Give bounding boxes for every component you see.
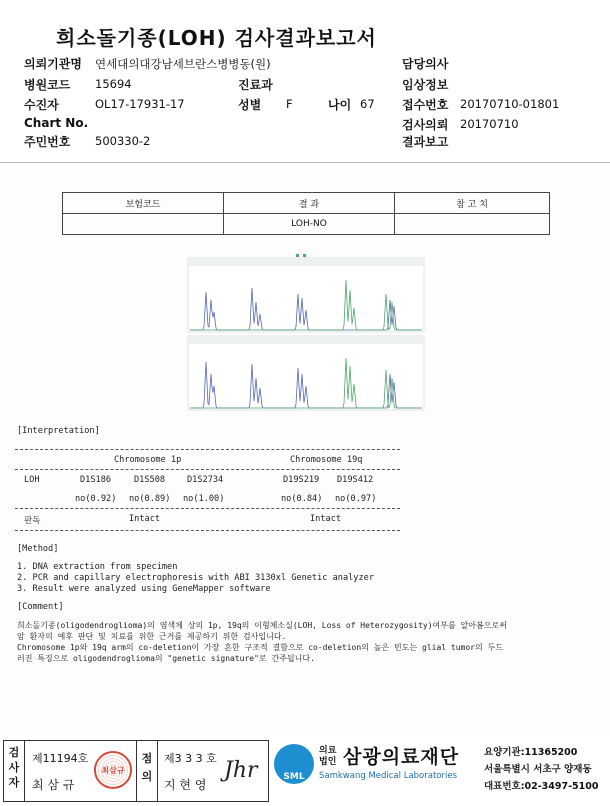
- comment-line-2: 암 환자의 예후 판단 및 치료를 위한 근거를 제공하기 위한 검사입니다.: [17, 632, 287, 641]
- interp-rule-mid: [15, 469, 400, 470]
- field-value-hospital-code: 15694: [95, 77, 132, 91]
- org-address: 서울특별시 서초구 양재동: [484, 764, 592, 775]
- comment-line-4: 러진 특징으로 oligodendroglioma의 "genetic signature"로 간주됩니다.: [17, 654, 315, 663]
- interp-marker-d19s412: D19S412: [337, 475, 374, 485]
- reviewer-label-2: 의: [141, 770, 153, 783]
- field-label-institution: 의뢰기관명: [24, 57, 82, 71]
- field-label-sex: 성별: [238, 98, 262, 112]
- field-value-age: 67: [360, 97, 375, 111]
- institution-code: 요양기관:11365200: [484, 747, 578, 758]
- org-type-2: 법인: [319, 757, 337, 767]
- report-title: 희소돌기종(LOH) 검사결과보고서: [56, 26, 377, 50]
- field-label-department: 진료과: [238, 78, 273, 92]
- field-label-hospital-code: 병원코드: [24, 78, 71, 92]
- ref-header-result: 결 과: [224, 193, 395, 214]
- interp-value-d19s219: no(0.84): [281, 494, 323, 504]
- field-value-resident-no: 500330-2: [95, 134, 151, 148]
- field-label-chart-no: Chart No.: [24, 116, 89, 130]
- interp-judgement-label: 판독: [24, 516, 41, 526]
- interp-rule-low: [15, 508, 400, 509]
- comment-heading: [Comment]: [17, 602, 64, 612]
- org-name: 삼광의료재단: [343, 746, 460, 768]
- interp-marker-d1s186: D1S186: [80, 475, 112, 485]
- reference-table: [62, 192, 550, 235]
- comment-line-1: 희소돌기종(oligodendroglioma)의 염색체 상의 1p, 19q의 이형체소실(LOH, Loss of Heterozygosity)여부를 알아봄으로써: [17, 621, 507, 630]
- org-phone: 대표번호:02-3497-5100: [484, 781, 599, 792]
- comment-line-3: Chromosome 1p와 19q arm의 co-deletion이 가장 흔한 구조적 결함으로 co-deletion의 높은 빈도는 glial tumor의 두드: [17, 643, 503, 652]
- interp-marker-d19s219: D19S219: [283, 475, 320, 485]
- interp-judgement-1p: Intact: [129, 514, 161, 524]
- org-type-1: 의료: [319, 746, 337, 756]
- method-line-1: 1. DNA extraction from specimen: [17, 562, 178, 572]
- field-value-receipt-no: 20170710-01801: [460, 97, 560, 111]
- field-label-receipt-no: 접수번호: [402, 98, 449, 112]
- field-label-age: 나이: [328, 98, 352, 112]
- ref-header-reference: 참 고 치: [395, 193, 550, 214]
- interp-rule-top: [15, 449, 400, 450]
- inspector-label-2: 사: [8, 761, 20, 774]
- interp-judgement-19q: Intact: [310, 514, 342, 524]
- interp-marker-d1s2734: D1S2734: [187, 475, 224, 485]
- interp-loh-label: LOH: [24, 475, 40, 485]
- field-label-patient: 수진자: [24, 98, 59, 112]
- field-value-request-date: 20170710: [460, 117, 519, 131]
- inspector-name: 최 삼 규: [32, 778, 75, 792]
- field-label-clinical-info: 임상정보: [402, 78, 449, 92]
- reviewer-label-1: 점: [141, 752, 153, 765]
- ref-cell-insurance-code: [63, 214, 224, 235]
- interp-rule-bottom: [15, 530, 400, 531]
- field-label-result-report: 결과보고: [402, 135, 449, 149]
- method-line-3: 3. Result were analyzed using GeneMapper software: [17, 584, 271, 594]
- org-name-english: Samkwang Medical Laboratories: [319, 771, 458, 781]
- sml-logo-icon: SML: [274, 744, 314, 784]
- interpretation-heading: [Interpretation]: [17, 426, 100, 436]
- field-label-request-date: 검사의뢰: [402, 118, 449, 132]
- inspector-seal-icon: 최삼규: [94, 751, 132, 789]
- inspector-label-3: 자: [8, 776, 20, 789]
- method-line-2: 2. PCR and capillary electrophoresis with ABI 3130xl Genetic analyzer: [17, 573, 374, 583]
- ref-cell-reference: [395, 214, 550, 235]
- interp-value-d1s2734: no(1.00): [183, 494, 225, 504]
- inspector-label-1: 검: [8, 746, 20, 759]
- field-value-patient: OL17-17931-17: [95, 97, 185, 111]
- interp-value-d19s412: no(0.97): [335, 494, 377, 504]
- chromatogram-top-panel: [188, 254, 424, 332]
- chromatogram-figure: [186, 252, 426, 414]
- reviewer-signature: Jhr: [224, 758, 258, 783]
- field-label-resident-no: 주민번호: [24, 135, 71, 149]
- interp-chr1p-label: Chromosome 1p: [114, 455, 182, 465]
- field-label-doctor: 담당의사: [402, 57, 449, 71]
- reviewer-license-no: 제3 3 3 호: [164, 752, 217, 765]
- ref-header-insurance-code: 보험코드: [63, 193, 224, 214]
- interp-value-d1s186: no(0.92): [75, 494, 117, 504]
- reviewer-name: 지 현 영: [164, 778, 207, 792]
- interp-marker-d1s508: D1S508: [134, 475, 166, 485]
- interp-value-d1s508: no(0.89): [129, 494, 171, 504]
- field-value-institution: 연세대의대강남세브란스병병동(원): [95, 57, 271, 71]
- inspector-license-no: 제11194호: [32, 752, 89, 765]
- chromatogram-bottom-panel: [188, 336, 424, 410]
- report-footer: [0, 738, 610, 806]
- field-value-sex: F: [286, 97, 293, 111]
- interp-chr19q-label: Chromosome 19q: [290, 455, 363, 465]
- ref-cell-result: LOH-NO: [224, 214, 395, 235]
- report-header: [0, 0, 610, 163]
- method-heading: [Method]: [17, 544, 59, 554]
